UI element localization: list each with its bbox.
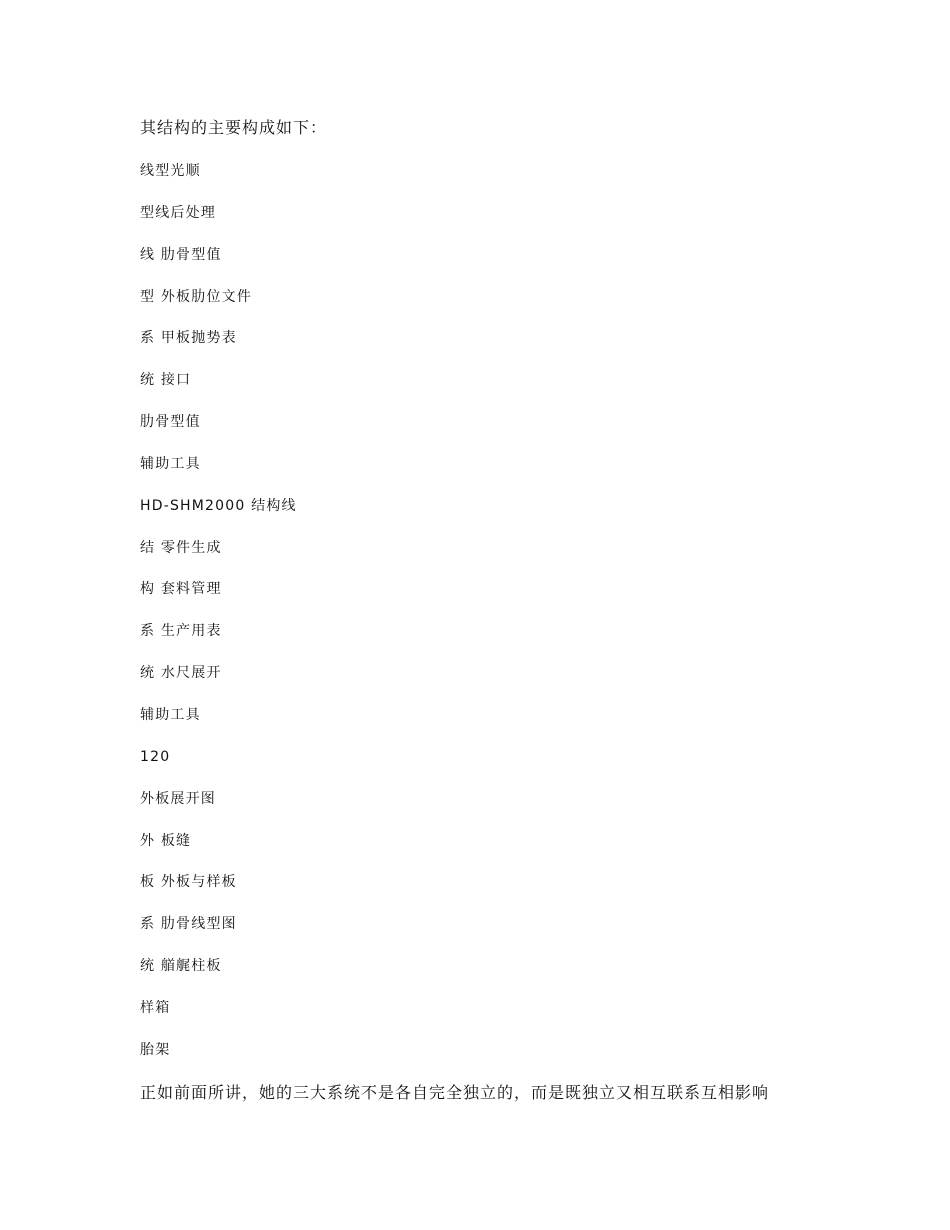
- list-item: 外 板缝: [140, 832, 192, 849]
- list-item: 120: [140, 748, 171, 765]
- list-item: 构 套料管理: [140, 581, 222, 598]
- list-item: 型线后处理: [140, 204, 216, 221]
- list-item: 外板展开图: [140, 790, 216, 807]
- list-item: 线型光顺: [140, 163, 201, 179]
- structure-list: [140, 160, 297, 1081]
- list-item: 统 水尺展开: [140, 665, 222, 682]
- list-item: 统 接口: [140, 372, 192, 389]
- list-item: 肋骨型值: [140, 414, 201, 431]
- list-item: 系 甲板抛势表: [140, 330, 237, 347]
- list-item: 辅助工具: [140, 455, 201, 472]
- list-item: 系 生产用表: [140, 623, 222, 640]
- list-item: 统 艏艉柱板: [140, 958, 222, 975]
- list-item: 型 外板肋位文件: [140, 288, 253, 305]
- list-item: 辅助工具: [140, 706, 201, 723]
- list-item: HD-SHM2000 结构线: [140, 497, 297, 514]
- closing-paragraph: 正如前面所讲，她的三大系统不是各自完全独立的，而是既独立又相互联系互相影响: [140, 1083, 770, 1102]
- list-item: 系 肋骨线型图: [140, 916, 237, 933]
- list-item: 结 零件生成: [140, 539, 222, 556]
- list-item: 线 肋骨型值: [140, 246, 222, 263]
- list-item: 板 外板与样板: [140, 874, 237, 891]
- section-heading: 其结构的主要构成如下：: [140, 118, 328, 137]
- list-item: 样箱: [140, 999, 171, 1016]
- list-item: 胎架: [140, 1041, 171, 1058]
